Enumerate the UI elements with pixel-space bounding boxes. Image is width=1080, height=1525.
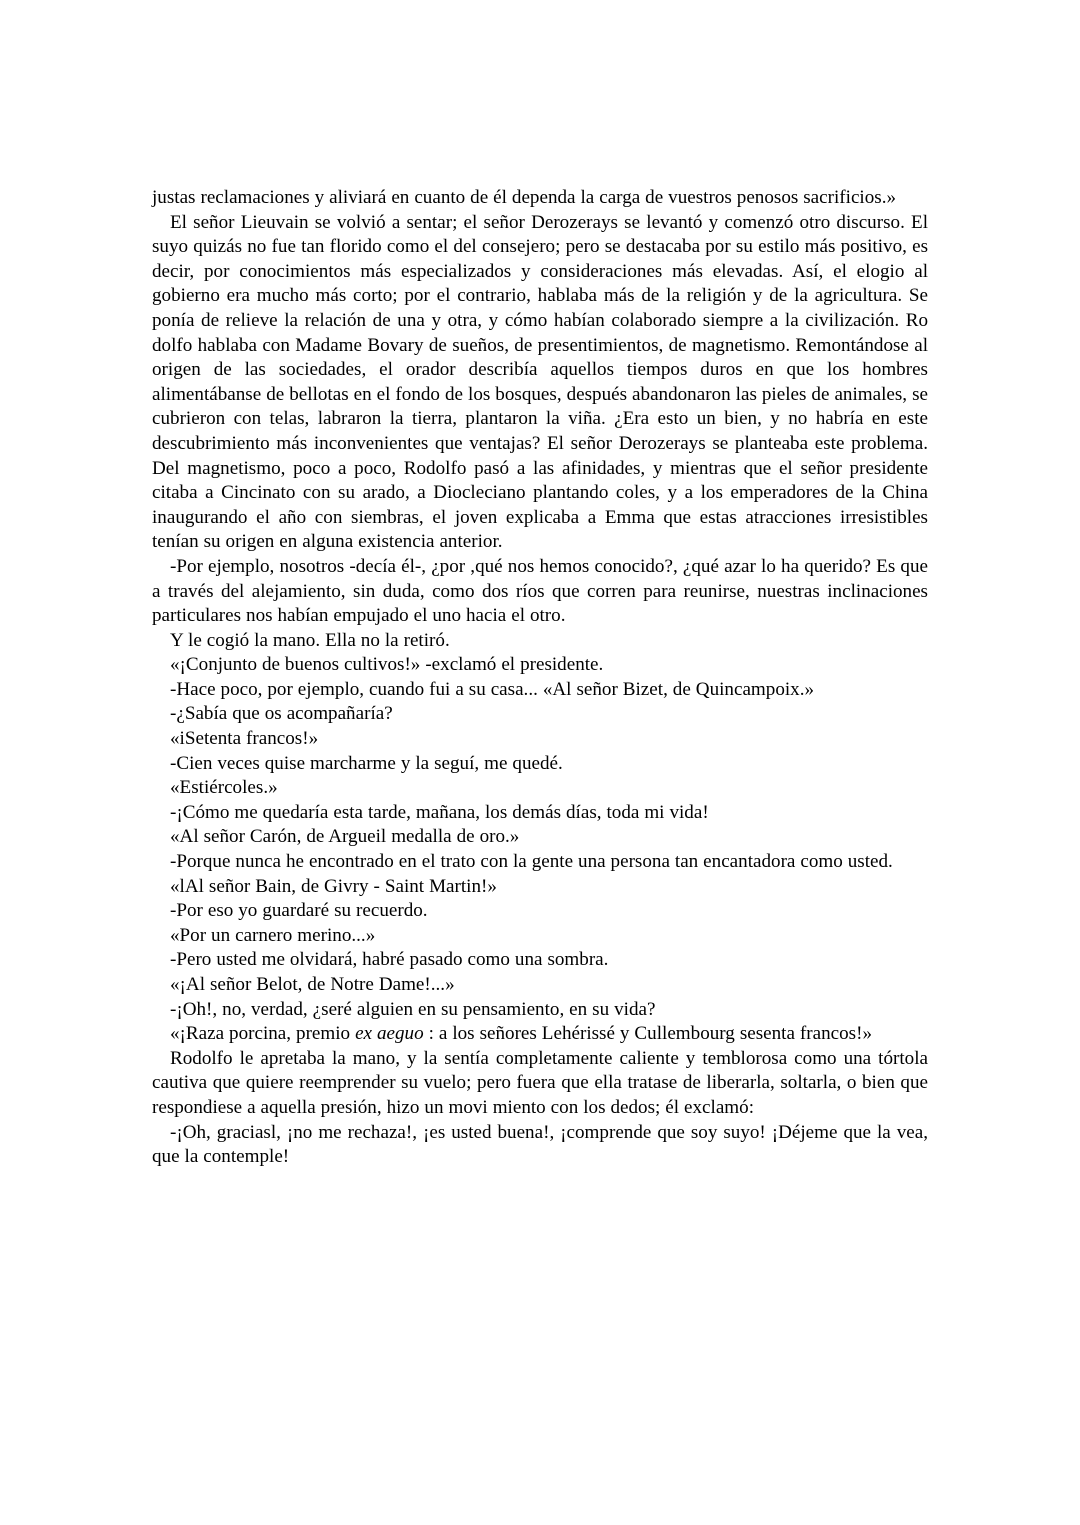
paragraph-caron-argueil: «Al señor Carón, de Argueil medalla de oro.» — [170, 826, 520, 848]
paragraph-carnero-merino: «Por un carnero merino...» — [170, 924, 376, 946]
raza-porcina-latin-phrase: ex aeguo — [355, 1023, 424, 1045]
paragraph-pero-usted-olvidara: -Pero usted me olvidará, habré pasado como una sombra. — [170, 949, 609, 971]
paragraph-por-ejemplo-nosotros: -Por ejemplo, nosotros -decía él-, ¿por ,qué nos hemos conocido?, ¿qué azar lo ha querido? Es que a través del alejamiento, sin duda, como dos ríos que corren para reunirse, nuestras inclinaciones particulares nos habían empujado el uno hacia el otro. — [152, 555, 928, 627]
raza-porcina-text-after: : a los señores Lehérissé y Cullembourg sesenta francos!» — [423, 1023, 873, 1045]
paragraph-cogio-la-mano: Y le cogió la mano. Ella no la retiró. — [170, 629, 450, 651]
paragraph-bain-givry: «lAl señor Bain, de Givry - Saint Martin!» — [170, 875, 497, 897]
paragraph-porque-nunca-encontrado: -Porque nunca he encontrado en el trato con la gente una persona tan encantadora como usted. — [170, 851, 893, 873]
paragraph-oh-no-verdad: -¡Oh!, no, verdad, ¿seré alguien en su pensamiento, en su vida? — [170, 998, 656, 1020]
paragraph-sabia-acompanaria: -¿Sabía que os acompañaría? — [170, 703, 393, 725]
paragraph-hace-poco-bizet: -Hace poco, por ejemplo, cuando fui a su casa... «Al señor Bizet, de Quincampoix.» — [170, 678, 815, 700]
paragraph-cien-veces: -Cien veces quise marcharme y la seguí, me quedé. — [170, 752, 563, 774]
paragraph-conjunto-cultivos: «¡Conjunto de buenos cultivos!» -exclamó el presidente. — [170, 654, 604, 676]
paragraph-sacrificios: justas reclamaciones y aliviará en cuanto de él dependa la carga de vuestros penosos sacrificios.» — [152, 187, 897, 208]
paragraph-setenta-francos: «iSetenta francos!» — [170, 728, 319, 750]
paragraph-lieuvain-discurso: El señor Lieuvain se volvió a sentar; el señor Derozerays se levantó y comenzó otro discurso. El suyo quizás no fue tan florido como el del consejero; pero se destacaba por su estilo más positivo, es decir, por conocimientos más especializados y consideraciones más elevadas. Así, el elogio al gobierno era mucho más corto; por el contrario, hablaba más de la religión y de la agricultura. Se ponía de relieve la relación de una y otra, y cómo habían colaborado siempre a la civilización. Ro dolfo hablaba con Madame Bovary de sueños, de presentimientos, de magnetismo. Remontándose al origen de las sociedades, el orador describía aquellos tiempos duros en que los hombres alimentábanse de bellotas en el fondo de los bosques, después abandonaron las pieles de animales, se cubrieron con telas, labraron la tierra, plantaron la viña. ¿Era esto un bien, y no habría en este descubrimiento más inconvenientes que ventajas? El señor Derozerays se planteaba este problema. Del magnetismo, poco a poco, Rodolfo pasó a las afinidades, y mientras que el señor presidente citaba a Cincinato con su arado, a Diocleciano plantando coles, y a los emperadores de la China inaugurando el año con siembras, el joven explicaba a Emma que estas atracciones irresistibles tenían su origen en alguna existencia anterior. — [152, 211, 928, 553]
raza-porcina-text-before: «¡Raza porcina, premio — [170, 1023, 356, 1045]
paragraph-belot-notre-dame: «¡Al señor Belot, de Notre Dame!...» — [170, 974, 455, 995]
paragraph-oh-gracias-dejeme: -¡Oh, graciasl, ¡no me rechaza!, ¡es usted buena!, ¡comprende que soy suyo! ¡Déjeme que la vea, que la contemple! — [152, 1121, 928, 1168]
paragraph-raza-porcina — [152, 1022, 928, 1047]
paragraph-estiercoles: «Estiércoles.» — [170, 777, 278, 799]
paragraph-rodolfo-apretaba-mano: Rodolfo le apretaba la mano, y la sentía completamente caliente y temblorosa como una tórtola cautiva que quiere reemprender su vuelo; pero fuera que ella tratase de liberarla, soltarla, o bien que respondiese a aquella presión, hizo un movi miento con los dedos; él exclamó: — [152, 1047, 928, 1118]
body-text-column — [152, 186, 928, 1170]
paragraph-como-me-quedaria: -¡Cómo me quedaría esta tarde, mañana, los demás días, toda mi vida! — [170, 801, 709, 823]
paragraph-por-eso-recuerdo: -Por eso yo guardaré su recuerdo. — [170, 900, 428, 922]
